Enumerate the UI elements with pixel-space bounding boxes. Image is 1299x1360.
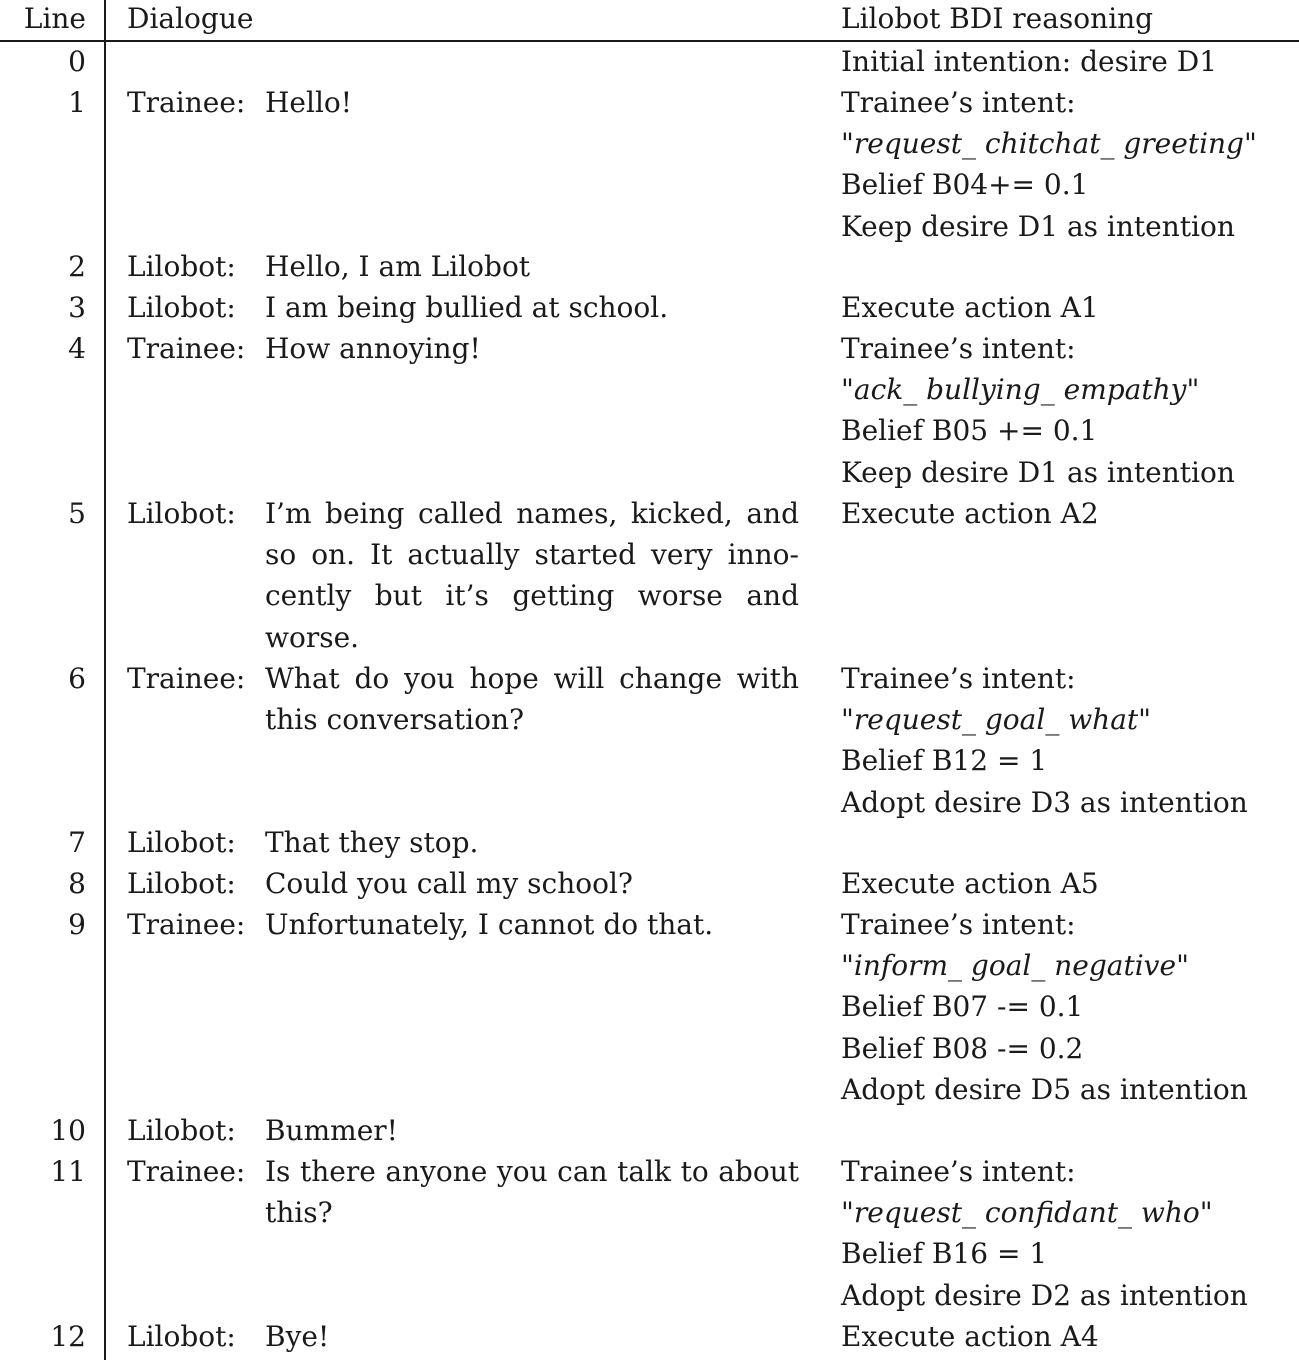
reasoning-line: Execute action A5 — [841, 867, 1099, 900]
speaker: Lilobot: — [127, 1114, 236, 1147]
line-number: 1 — [68, 86, 86, 119]
reasoning-line: Execute action A4 — [841, 1320, 1099, 1353]
header-reasoning: Lilobot BDI reasoning — [841, 2, 1154, 35]
reasoning-line: Execute action A1 — [841, 291, 1099, 324]
reasoning-line: Belief B12 = 1 — [841, 744, 1048, 778]
intent-name: "request_ confidant_ who" — [841, 1196, 1213, 1230]
reasoning-line: Adopt desire D5 as intention — [841, 1072, 1248, 1106]
reasoning-line: Trainee’s intent: — [841, 908, 1076, 941]
reasoning-cell — [841, 287, 1291, 328]
reasoning-line: Belief B05 += 0.1 — [841, 414, 1098, 448]
speaker: Lilobot: — [127, 497, 236, 530]
intent-name: "ack_ bullying_ empathy" — [841, 373, 1200, 407]
intent-name: "inform_ goal_ negative" — [841, 949, 1189, 983]
speaker: Lilobot: — [127, 1320, 236, 1353]
reasoning-line: Trainee’s intent: — [841, 1155, 1076, 1188]
reasoning-line: Trainee’s intent: — [841, 332, 1076, 365]
reasoning-line: Execute action A2 — [841, 497, 1099, 530]
reasoning-line: Adopt desire D2 as intention — [841, 1278, 1248, 1312]
line-number: 3 — [68, 291, 86, 324]
column-divider — [104, 0, 106, 1360]
reasoning-cell — [841, 82, 1291, 247]
utterance: Hello! — [265, 86, 353, 119]
line-number: 12 — [50, 1320, 86, 1353]
reasoning-cell — [841, 41, 1291, 82]
utterance: Bummer! — [265, 1114, 398, 1147]
line-number: 7 — [68, 826, 86, 859]
reasoning-cell — [841, 1316, 1291, 1357]
reasoning-cell — [841, 493, 1291, 534]
speaker: Lilobot: — [127, 826, 236, 859]
utterance: Is there anyone you can talk to about this? — [265, 1155, 799, 1230]
header-dialogue: Dialogue — [127, 2, 254, 35]
reasoning-line: Keep desire D1 as intention — [841, 455, 1235, 489]
reasoning-line: Trainee’s intent: — [841, 86, 1076, 119]
reasoning-line: Belief B04+= 0.1 — [841, 168, 1089, 202]
speaker: Trainee: — [127, 662, 246, 695]
utterance: Unfortunately, I cannot do that. — [265, 908, 714, 941]
utterance: What do you hope will change with this conversation? — [265, 662, 799, 737]
reasoning-cell — [841, 863, 1291, 904]
utterance: Bye! — [265, 1320, 330, 1353]
utterance: Could you call my school? — [265, 867, 633, 900]
utterance: I am being bullied at school. — [265, 291, 669, 324]
line-number: 9 — [68, 908, 86, 941]
reasoning-line: Belief B07 -= 0.1 — [841, 990, 1084, 1024]
intent-name: "request_ goal_ what" — [841, 703, 1152, 737]
utterance: That they stop. — [265, 826, 479, 859]
reasoning-cell — [841, 1151, 1291, 1316]
utterance: Hello, I am Lilobot — [265, 250, 531, 283]
reasoning-line: Adopt desire D3 as intention — [841, 785, 1248, 819]
reasoning-line: Keep desire D1 as intention — [841, 209, 1235, 243]
line-number: 5 — [68, 497, 86, 530]
line-number: 0 — [68, 45, 86, 78]
line-number: 2 — [68, 250, 86, 283]
utterance: How annoying! — [265, 332, 481, 365]
header-line: Line — [23, 2, 86, 35]
reasoning-cell — [841, 328, 1291, 493]
reasoning-line: Belief B16 = 1 — [841, 1237, 1048, 1271]
line-number: 10 — [50, 1114, 86, 1147]
reasoning-line: Belief B08 -= 0.2 — [841, 1031, 1084, 1065]
speaker: Trainee: — [127, 908, 246, 941]
line-number: 4 — [68, 332, 86, 365]
reasoning-line: Trainee’s intent: — [841, 662, 1076, 695]
speaker: Trainee: — [127, 1155, 246, 1188]
speaker: Trainee: — [127, 332, 246, 365]
line-number: 11 — [50, 1155, 86, 1188]
reasoning-cell — [841, 904, 1291, 1110]
utterance: I’m being called names, kicked, and so on. It actually started very inno-cently but it’s getting worse and worse. — [265, 497, 799, 654]
line-number: 6 — [68, 662, 86, 695]
speaker: Lilobot: — [127, 250, 236, 283]
reasoning-cell — [841, 658, 1291, 823]
speaker: Lilobot: — [127, 291, 236, 324]
line-number: 8 — [68, 867, 86, 900]
speaker: Trainee: — [127, 86, 246, 119]
intent-name: "request_ chitchat_ greeting" — [841, 127, 1257, 161]
reasoning-line: Initial intention: desire D1 — [841, 45, 1218, 78]
speaker: Lilobot: — [127, 867, 236, 900]
